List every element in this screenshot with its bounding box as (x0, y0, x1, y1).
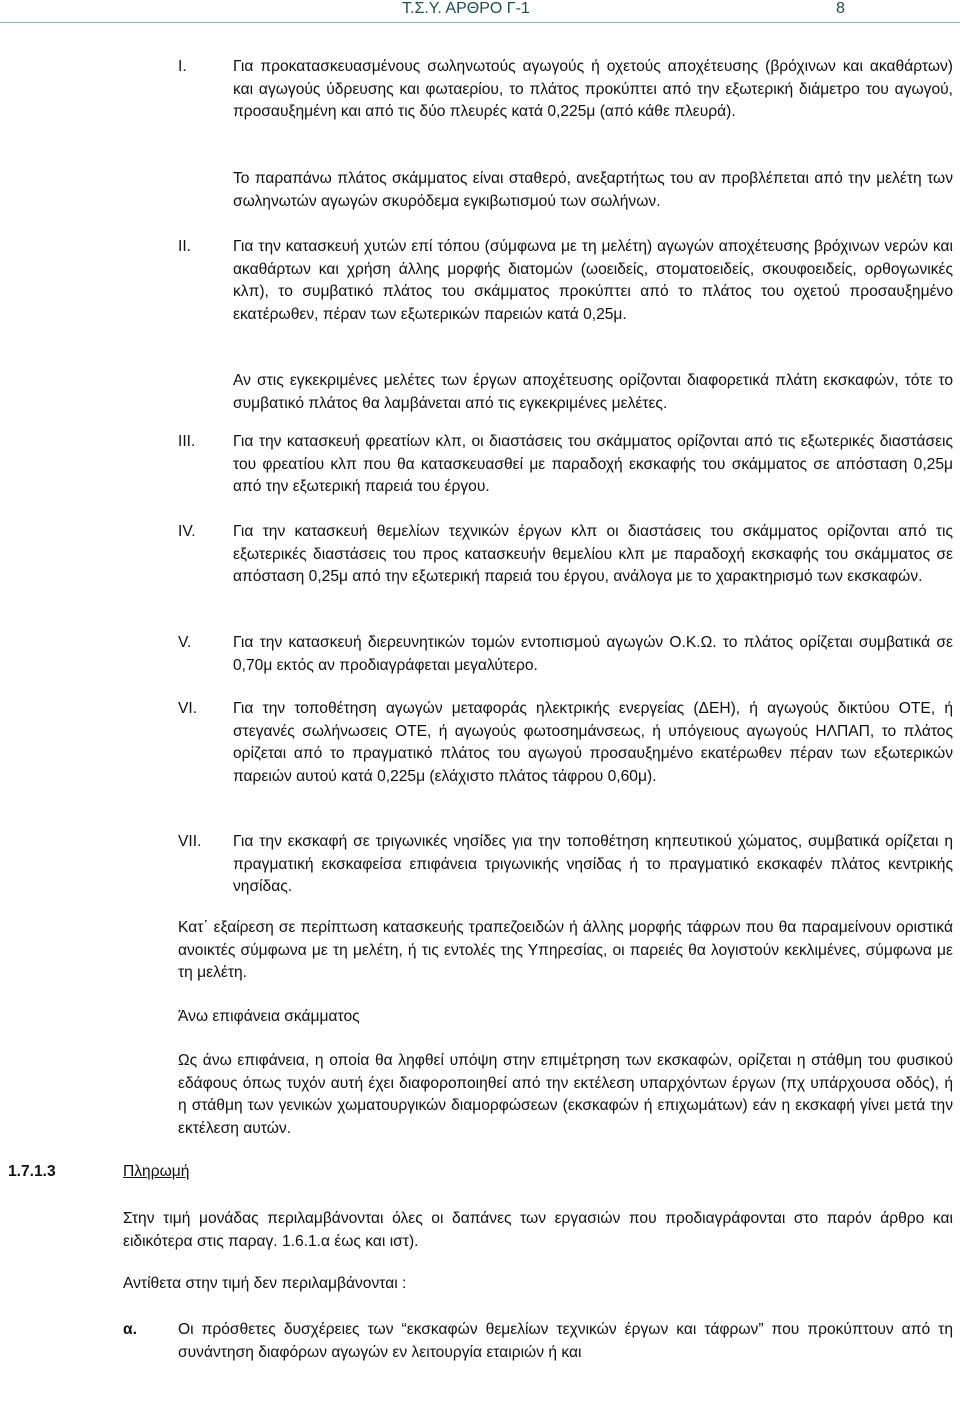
item-numeral: ΙV. (178, 523, 196, 540)
list-marker: α. (123, 1321, 137, 1338)
page-header (0, 0, 960, 23)
section-number: 1.7.1.3 (8, 1163, 56, 1180)
exclusions-intro: Αντίθετα στην τιμή δεν περιλαμβάνονται : (123, 1275, 407, 1292)
page-number: 8 (836, 0, 845, 17)
item-paragraph: Το παραπάνω πλάτος σκάμματος είναι σταθερό, ανεξαρτήτως του αν προβλέπεται από την μελέτη των σωληνωτών αγωγών σκυρόδεμα εγκιβωτισμού των σωλήνων. (233, 170, 953, 210)
item-paragraph: Για προκατασκευασμένους σωληνωτούς αγωγούς ή οχετούς αποχέτευσης (βρόχινων και ακαθάρτων) και αγωγούς ύδρευσης και φωταερίου, το πλάτος προκύπτει από την εξωτερική διάμετρο του αγωγού, προσαυξημένη και από τις δύο πλευρές κατά 0,225μ (από κάθε πλευρά). (233, 58, 953, 120)
upper-surface-paragraph: Ως άνω επιφάνεια, η οποία θα ληφθεί υπόψη στην επιμέτρηση των εκσκαφών, ορίζεται η στάθμη του φυσικού εδάφους όπως τυχόν αυτή έχει διαφοροποιηθεί από την εκτέλεση υπαρχόντων έργων (πχ υπάρχουσα οδός), ή η στάθμη των γενικών χωματουργικών διαμορφώσεων (εκσκαφών ή επιχωμάτων) εάν η εκσκαφή γίνει μετά την εκτέλεση αυτών. (178, 1052, 953, 1137)
item-numeral: ΙΙ. (178, 238, 191, 255)
item-numeral: VII. (178, 833, 202, 850)
payment-paragraph: Στην τιμή μονάδας περιλαμβάνονται όλες οι δαπάνες των εργασιών που προδιαγράφονται στο παρόν άρθρο και ειδικότερα στις παραγ. 1.6.1.α έως και ιστ). (123, 1210, 953, 1250)
item-paragraph: Αν στις εγκεκριμένες μελέτες των έργων αποχέτευσης ορίζονται διαφορετικά πλάτη εκσκαφών, τότε το συμβατικό πλάτος θα λαμβάνεται από τις εγκεκριμένες μελέτες. (233, 372, 953, 412)
exception-paragraph: Κατ΄ εξαίρεση σε περίπτωση κατασκευής τραπεζοειδών ή άλλης μορφής τάφρων που θα παραμείνουν οριστικά ανοικτές σύμφωνα με τη μελέτη, ή τις εντολές της Υπηρεσίας, οι παρειές θα λογιστούν κεκλιμένες, σύμφωνα με τη μελέτη. (178, 919, 953, 981)
item-numeral: ΙΙΙ. (178, 433, 196, 450)
item-paragraph: Για την τοποθέτηση αγωγών μεταφοράς ηλεκτρικής ενεργείας (ΔΕΗ), ή αγωγούς δικτύου ΟΤΕ, ή στεγανές σωλήνωσεις ΟΤΕ, ή αγωγούς φωτοσημάνσεως, ή υπόγειους αγωγούς ΗΛΠΑΠ, το πλάτος ορίζεται από το πραγματικό πλάτος του αγωγού προσαυξημένο εκατέρωθεν πέραν των εξωτερικών παρειών αυτού κατά 0,225μ (ελάχιστο πλάτος τάφρου 0,60μ). (233, 700, 953, 785)
item-numeral: VI. (178, 700, 198, 717)
item-paragraph: Για την κατασκευή φρεατίων κλπ, οι διαστάσεις του σκάμματος ορίζονται από τις εξωτερικές διαστάσεις του φρεατίου κλπ που θα κατασκευασθεί με παραδοχή εκσκαφής του σκάμματος σε απόσταση 0,25μ από την εξωτερική παρειά του έργου. (233, 433, 953, 495)
item-numeral: V. (178, 634, 192, 651)
article-title: Τ.Σ.Υ. ΑΡΘΡΟ Γ-1 (402, 0, 530, 17)
upper-surface-heading: Άνω επιφάνεια σκάμματος (178, 1008, 360, 1025)
item-paragraph: Για την κατασκευή διερευνητικών τομών εντοπισμού αγωγών Ο.Κ.Ω. το πλάτος ορίζεται συμβατικά σε 0,70μ εκτός αν προδιαγράφεται μεγαλύτερο. (233, 634, 953, 674)
item-paragraph: Για την κατασκευή θεμελίων τεχνικών έργων κλπ οι διαστάσεις του σκάμματος ορίζονται από τις εξωτερικές διαστάσεις του προς κατασκευήν θεμελίου κλπ με παραδοχή εκσκαφής του σκάμματος σε απόσταση 0,25μ από την εξωτερική παρειά του έργου, ανάλογα με το χαρακτηρισμό των εκσκαφών. (233, 523, 953, 585)
section-title: Πληρωμή (123, 1163, 190, 1180)
item-paragraph: Για την εκσκαφή σε τριγωνικές νησίδες για την τοποθέτηση κηπευτικού χώματος, συμβατικά ορίζεται η πραγματική εκσκαφείσα επιφάνεια τριγωνικής νησίδας ή το πραγματικό εκσκαφέν πλάτος κεντρικής νησίδας. (233, 833, 953, 895)
exclusion-item: Οι πρόσθετες δυσχέρειες των “εκσκαφών θεμελίων τεχνικών έργων και τάφρων” που προκύπτουν από τη συνάντηση διαφόρων αγωγών εν λειτουργία εταιριών ή και (178, 1321, 953, 1361)
item-paragraph: Για την κατασκευή χυτών επί τόπου (σύμφωνα με τη μελέτη) αγωγών αποχέτευσης βρόχινων νερών και ακαθάρτων και χρήση άλλης μορφής διατομών (ωοειδείς, στοματοειδείς, σκουφοειδείς, ορθογωνικές κλπ), το συμβατικό πλάτος του σκάμματος προκύπτει από το πλάτος του οχετού προσαυξημένο εκατέρωθεν, πέραν των εξωτερικών παρειών κατά 0,25μ. (233, 238, 953, 323)
item-numeral: Ι. (178, 58, 187, 75)
